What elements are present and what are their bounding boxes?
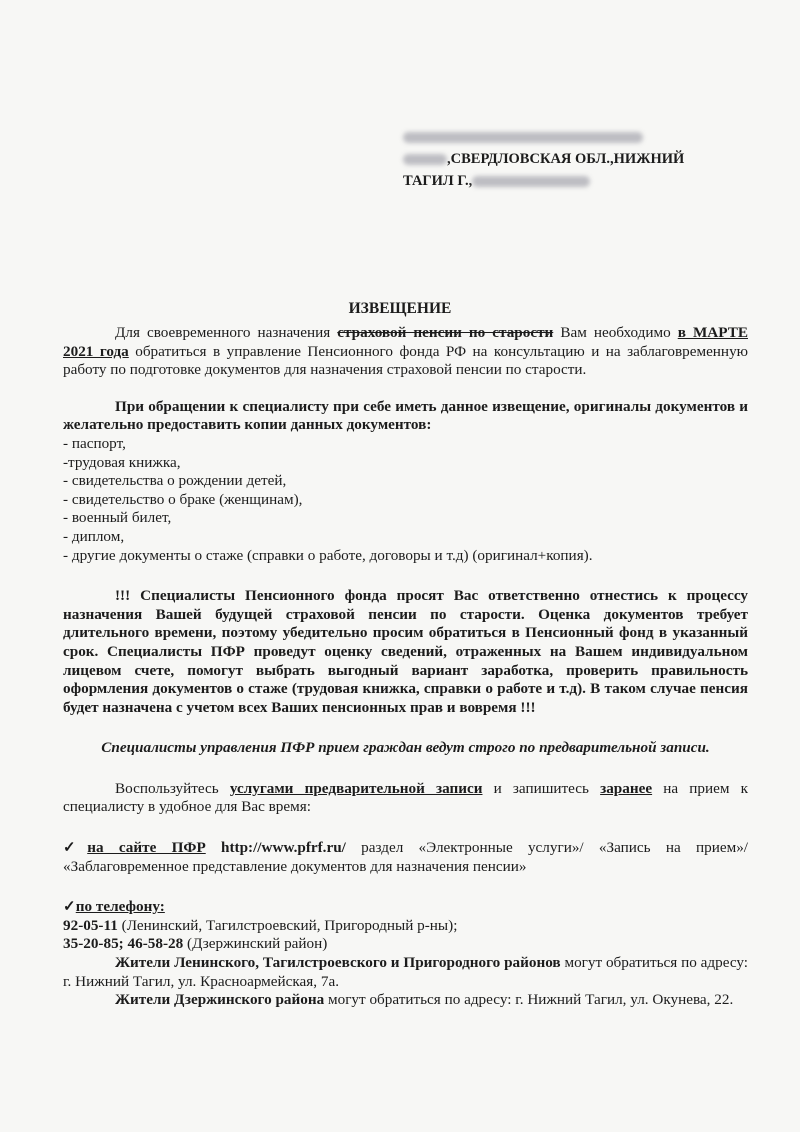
appointment-notice: Специалисты управления ПФР прием граждан ведут строго по предварительной записи. bbox=[101, 739, 710, 757]
list-item: - военный билет, bbox=[63, 509, 172, 527]
document-body bbox=[63, 324, 748, 1010]
redacted-postcode bbox=[403, 154, 447, 165]
recipient-address bbox=[403, 126, 703, 192]
list-item: - диплом, bbox=[63, 527, 125, 545]
recipient-name-line bbox=[403, 126, 703, 148]
list-item: - свидетельства о рождении детей, bbox=[63, 472, 287, 490]
intro-paragraph: Для своевременного назначения страховой пенсии по старости Вам необходимо в МАРТЕ 2021 года обратиться в управление Пенсионного фонда РФ на консультацию и на заблаговременную работу по подготовке документов для назначения страховой пенсии по старости. bbox=[63, 324, 749, 379]
list-item: - паспорт, bbox=[63, 434, 126, 452]
booking-paragraph: Воспользуйтесь услугами предварительной записи и запишитесь заранее на прием к специалисту в удобное для Вас время: bbox=[63, 779, 748, 816]
checkmark-icon: ✓ bbox=[63, 839, 88, 857]
documents-intro: При обращении к специалисту при себе иметь данное извещение, оригиналы документов и желательно предоставить копии данных документов: bbox=[63, 397, 748, 434]
website-option: ✓на сайте ПФР http://www.pfrf.ru/ раздел «Электронные услуги»/ «Запись на прием»/ «Заблаговременное представление документов для назначения пенсии» bbox=[63, 839, 749, 875]
address-dzerzhinsky: Жители Дзержинского района могут обратиться по адресу: г. Нижний Тагил, ул. Окунева, 22. bbox=[115, 991, 734, 1009]
deadline: в МАРТЕ 2021 года bbox=[63, 324, 748, 360]
redacted-name bbox=[403, 132, 643, 143]
address-line-2: ТАГИЛ Г., bbox=[403, 170, 703, 192]
website-link[interactable]: http://www.pfrf.ru/ bbox=[221, 839, 346, 857]
phone-number: 35-20-85; 46-58-28 bbox=[63, 935, 184, 953]
documents-list bbox=[63, 435, 748, 565]
redacted-street bbox=[472, 176, 590, 187]
page-title: ИЗВЕЩЕНИЕ bbox=[348, 300, 452, 317]
list-item: -трудовая книжка, bbox=[63, 453, 181, 471]
address-line-1: ,СВЕРДЛОВСКАЯ ОБЛ.,НИЖНИЙ bbox=[403, 148, 703, 170]
list-item: - другие документы о стаже (справки о работе, договоры и т.д) (оригинал+копия). bbox=[63, 546, 593, 564]
warning-paragraph: !!! Специалисты Пенсионного фонда просят Вас ответственно отнестись к процессу назначения Вашей будущей страховой пенсии по старости. Оценка документов требует длительного времени, поэтому убедительно просим обратиться в Пенсионный фонд в указанный срок. Специалисты ПФР проведут оценку сведений, отраженных на Вашем индивидуальном лицевом счете, помогут выбрать выгодный вариант заработка, проверить правильность оформления документов о стаже (трудовая книжка, справки о работе и т.д). В таком случае пенсия будет назначена с учетом всех Ваших пенсионных прав и вовремя !!! bbox=[63, 587, 748, 716]
phone-option: ✓по телефону: 92-05-11 (Ленинский, Тагилстроевский, Пригородный р-ны); 35-20-85; 46-58-28 (Дзержинский район) bbox=[63, 898, 458, 953]
phone-number: 92-05-11 bbox=[63, 916, 118, 934]
pension-type: страховой пенсии по старости bbox=[337, 324, 554, 341]
checkmark-icon: ✓ bbox=[63, 898, 76, 916]
list-item: - свидетельство о браке (женщинам), bbox=[63, 490, 303, 508]
address-leninsky: Жители Ленинского, Тагилстроевского и Пригородного районов могут обратиться по адресу: г. Нижний Тагил, ул. Красноармейская, 7а. bbox=[63, 954, 748, 990]
